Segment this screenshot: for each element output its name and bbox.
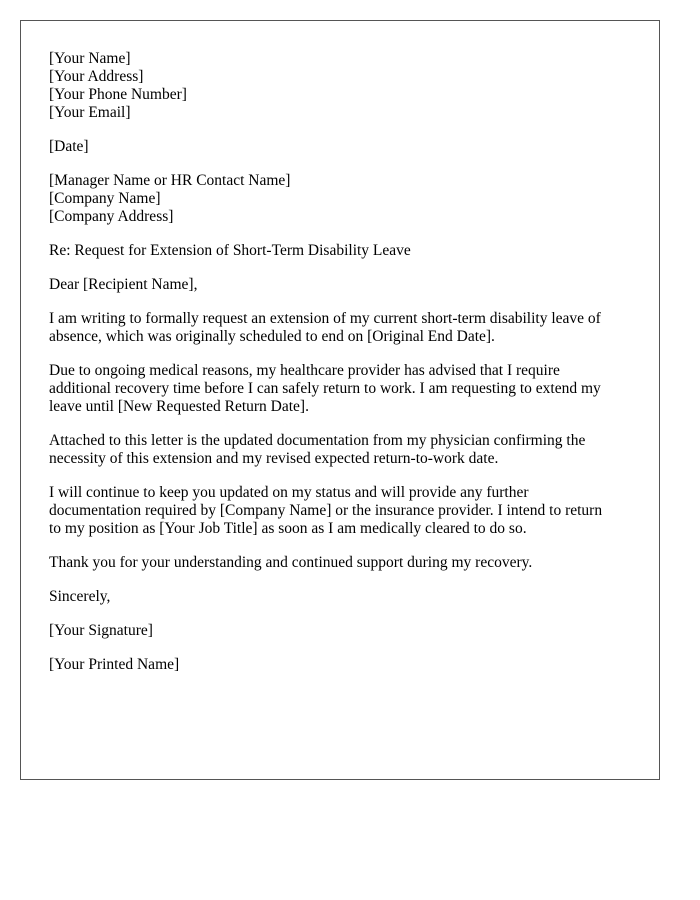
sender-name: [Your Name] <box>49 50 131 67</box>
sender-block <box>49 50 631 122</box>
recipient-name: [Manager Name or HR Contact Name] <box>49 172 291 189</box>
body-paragraph-3 <box>49 432 631 468</box>
recipient-company: [Company Name] <box>49 190 161 207</box>
subject-text: Re: Request for Extension of Short-Term Disability Leave <box>49 242 411 259</box>
subject-line <box>49 242 631 260</box>
body-paragraph-2 <box>49 362 631 416</box>
paragraph-line: I will continue to keep you updated on my status and will provide any further <box>49 484 529 501</box>
closing <box>49 588 631 606</box>
paragraph-line: leave until [New Requested Return Date]. <box>49 398 309 415</box>
paragraph-line: absence, which was originally scheduled to end on [Original End Date]. <box>49 328 495 345</box>
paragraph-line: Thank you for your understanding and continued support during my recovery. <box>49 554 533 571</box>
body-paragraph-5 <box>49 554 631 572</box>
sender-phone: [Your Phone Number] <box>49 86 187 103</box>
body-paragraph-1 <box>49 310 631 346</box>
paragraph-line: documentation required by [Company Name] or the insurance provider. I intend to return <box>49 502 603 519</box>
signature-text: [Your Signature] <box>49 622 153 639</box>
date-line <box>49 138 631 156</box>
sender-address: [Your Address] <box>49 68 144 85</box>
salutation <box>49 276 631 294</box>
paragraph-line: to my position as [Your Job Title] as soon as I am medically cleared to do so. <box>49 520 527 537</box>
letter-page <box>20 20 660 780</box>
date-text: [Date] <box>49 138 89 155</box>
paragraph-line: necessity of this extension and my revised expected return-to-work date. <box>49 450 499 467</box>
body-paragraph-4 <box>49 484 631 538</box>
recipient-address: [Company Address] <box>49 208 174 225</box>
paragraph-line: Due to ongoing medical reasons, my healthcare provider has advised that I require <box>49 362 560 379</box>
salutation-text: Dear [Recipient Name], <box>49 276 198 293</box>
closing-text: Sincerely, <box>49 588 111 605</box>
signature <box>49 622 631 640</box>
sender-email: [Your Email] <box>49 104 131 121</box>
printed-name <box>49 656 631 674</box>
paragraph-line: Attached to this letter is the updated documentation from my physician confirming the <box>49 432 586 449</box>
recipient-block <box>49 172 631 226</box>
paragraph-line: I am writing to formally request an extension of my current short-term disability leave of <box>49 310 601 327</box>
paragraph-line: additional recovery time before I can safely return to work. I am requesting to extend my <box>49 380 601 397</box>
printed-name-text: [Your Printed Name] <box>49 656 180 673</box>
